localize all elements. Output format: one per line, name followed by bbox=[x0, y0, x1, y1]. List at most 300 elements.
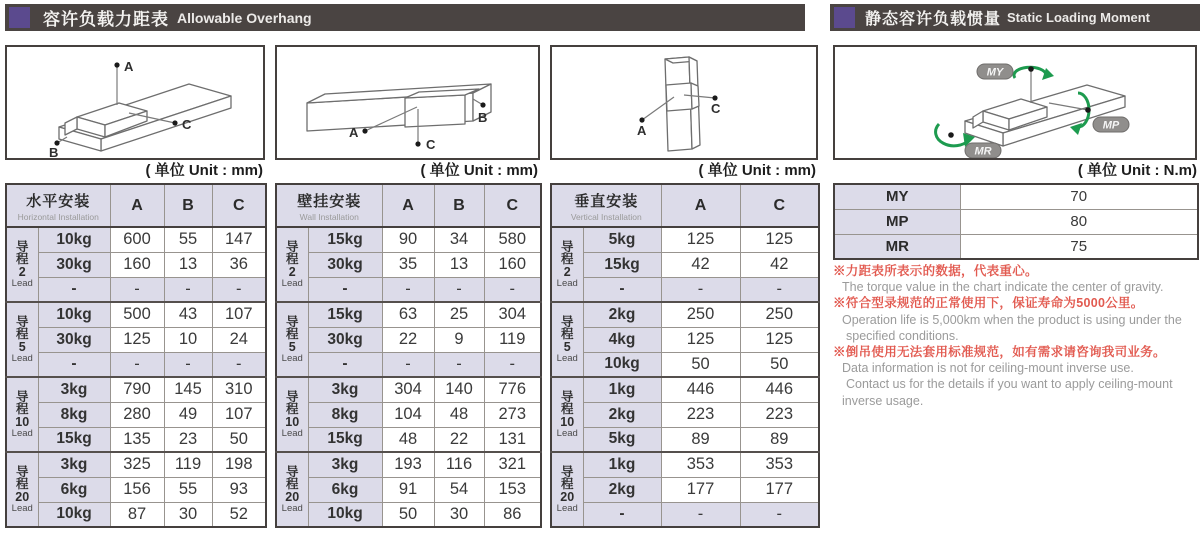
note-en: Data information is not for ceiling-mount inverse use. bbox=[842, 361, 1134, 376]
value-cell: 125 bbox=[740, 227, 819, 252]
table-row bbox=[276, 452, 541, 477]
moment-label: MR bbox=[834, 234, 960, 259]
section-title-zh: 容许负载力距表 bbox=[43, 10, 169, 29]
lead-zh-char: 程 bbox=[15, 327, 29, 342]
lead-zh-char: 导 bbox=[15, 464, 29, 479]
value-cell: 13 bbox=[434, 252, 484, 277]
lead-group-label bbox=[551, 227, 583, 302]
note-en: The torque value in the chart indicate the center of gravity. bbox=[842, 280, 1164, 295]
value-cell: 107 bbox=[212, 402, 266, 427]
load-cell: 30kg bbox=[38, 252, 110, 277]
lead-en: Lead bbox=[281, 427, 303, 439]
lead-zh-char: 程 bbox=[285, 477, 299, 492]
load-cell: 15kg bbox=[38, 427, 110, 452]
lead-zh-char: 导 bbox=[15, 239, 29, 254]
table-row bbox=[551, 377, 819, 402]
value-cell: 125 bbox=[110, 327, 164, 352]
load-cell: 10kg bbox=[38, 227, 110, 252]
value-cell: 93 bbox=[212, 477, 266, 502]
value-cell: 135 bbox=[110, 427, 164, 452]
value-cell: - bbox=[740, 502, 819, 527]
value-cell: - bbox=[164, 277, 212, 302]
lead-en: Lead bbox=[281, 277, 303, 289]
lead-number: 5 bbox=[288, 340, 296, 355]
table-title bbox=[6, 184, 110, 227]
wall-diagram-box bbox=[275, 45, 540, 160]
value-cell: 223 bbox=[740, 402, 819, 427]
value-cell: - bbox=[661, 277, 740, 302]
table-row bbox=[551, 352, 819, 377]
value-cell: 13 bbox=[164, 252, 212, 277]
horizontal-diagram-box bbox=[5, 45, 265, 160]
table-row bbox=[276, 377, 541, 402]
load-cell: - bbox=[308, 277, 382, 302]
value-cell: 304 bbox=[484, 302, 541, 327]
load-cell: - bbox=[38, 352, 110, 377]
value-cell: 34 bbox=[434, 227, 484, 252]
table-row bbox=[276, 502, 541, 527]
load-cell: 8kg bbox=[38, 402, 110, 427]
lead-group-label bbox=[276, 377, 308, 452]
section-title-en: Static Loading Moment bbox=[1007, 10, 1151, 25]
value-cell: 193 bbox=[382, 452, 434, 477]
lead-en: Lead bbox=[556, 277, 578, 289]
value-cell: 35 bbox=[382, 252, 434, 277]
value-cell: 131 bbox=[484, 427, 541, 452]
value-cell: 125 bbox=[740, 327, 819, 352]
lead-en: Lead bbox=[556, 427, 578, 439]
note-en: Operation life is 5,000km when the product is using under the bbox=[842, 312, 1182, 327]
value-cell: 48 bbox=[434, 402, 484, 427]
value-cell: 177 bbox=[740, 477, 819, 502]
lead-group-label bbox=[551, 452, 583, 527]
table-title-en: Wall Installation bbox=[299, 211, 359, 222]
lead-number: 10 bbox=[285, 415, 300, 430]
table-row bbox=[551, 402, 819, 427]
rail-drawing bbox=[965, 85, 1125, 146]
lead-zh-char: 程 bbox=[285, 327, 299, 342]
table-row bbox=[551, 327, 819, 352]
table-header-row bbox=[6, 184, 266, 227]
table-row bbox=[276, 227, 541, 252]
load-cell: 3kg bbox=[308, 452, 382, 477]
point-a-label: A bbox=[349, 125, 359, 140]
purple-accent-square bbox=[9, 7, 30, 28]
mr-badge-label: MR bbox=[974, 145, 992, 158]
lead-group-label bbox=[6, 227, 38, 302]
value-cell: 446 bbox=[661, 377, 740, 402]
lead-zh-char: 导 bbox=[560, 314, 574, 329]
lead-zh-char: 程 bbox=[285, 402, 299, 417]
moment-value: 70 bbox=[960, 184, 1198, 209]
value-cell: 160 bbox=[110, 252, 164, 277]
load-cell: 3kg bbox=[308, 377, 382, 402]
value-cell: - bbox=[382, 277, 434, 302]
moment-diagram-box bbox=[833, 45, 1197, 160]
value-cell: 10 bbox=[164, 327, 212, 352]
rail-drawing bbox=[59, 84, 231, 151]
value-cell: - bbox=[434, 277, 484, 302]
value-cell: 125 bbox=[661, 227, 740, 252]
load-cell: 10kg bbox=[38, 302, 110, 327]
lead-group-label bbox=[276, 227, 308, 302]
lead-zh-char: 导 bbox=[285, 389, 299, 404]
table-title-zh: 水平安装 bbox=[26, 192, 91, 210]
table-row bbox=[834, 234, 1198, 259]
lead-zh-char: 导 bbox=[15, 314, 29, 329]
vertical-installation-diagram bbox=[552, 47, 816, 158]
value-cell: 55 bbox=[164, 227, 212, 252]
load-cell: 10kg bbox=[583, 352, 661, 377]
table-row bbox=[6, 252, 266, 277]
value-cell: 30 bbox=[434, 502, 484, 527]
table-title-en: Vertical Installation bbox=[570, 211, 642, 222]
table-row bbox=[834, 184, 1198, 209]
value-cell: 177 bbox=[661, 477, 740, 502]
value-cell: 50 bbox=[382, 502, 434, 527]
unit-label-mm: ( 单位 Unit : mm) bbox=[698, 162, 816, 179]
table-row bbox=[6, 352, 266, 377]
value-cell: 36 bbox=[212, 252, 266, 277]
lead-en: Lead bbox=[281, 502, 303, 514]
load-cell: 8kg bbox=[308, 402, 382, 427]
value-cell: 49 bbox=[164, 402, 212, 427]
value-cell: 42 bbox=[661, 252, 740, 277]
table-row bbox=[6, 377, 266, 402]
mp-badge-label: MP bbox=[1102, 119, 1120, 132]
load-cell: 3kg bbox=[38, 452, 110, 477]
value-cell: 50 bbox=[740, 352, 819, 377]
column-header: A bbox=[382, 184, 434, 227]
value-cell: - bbox=[484, 352, 541, 377]
table-row bbox=[276, 427, 541, 452]
value-cell: 52 bbox=[212, 502, 266, 527]
load-cell: 15kg bbox=[583, 252, 661, 277]
table-row bbox=[276, 327, 541, 352]
moment-value: 80 bbox=[960, 209, 1198, 234]
note-zh: ※倒吊使用无法套用标准规范，如有需求请咨询我司业务。 bbox=[833, 345, 1166, 360]
load-cell: 3kg bbox=[38, 377, 110, 402]
vertical-diagram-box bbox=[550, 45, 818, 160]
value-cell: 125 bbox=[661, 327, 740, 352]
lead-group-label bbox=[276, 302, 308, 377]
lead-en: Lead bbox=[11, 502, 33, 514]
load-cell: 5kg bbox=[583, 227, 661, 252]
lead-zh-char: 导 bbox=[560, 464, 574, 479]
wall-installation-diagram bbox=[277, 47, 538, 158]
table-row bbox=[6, 327, 266, 352]
value-cell: 600 bbox=[110, 227, 164, 252]
lead-zh-char: 程 bbox=[15, 402, 29, 417]
table-row bbox=[6, 402, 266, 427]
section-header-allowable-overhang bbox=[5, 4, 805, 31]
lead-group-label bbox=[551, 377, 583, 452]
table-row bbox=[6, 452, 266, 477]
table-row bbox=[276, 302, 541, 327]
value-cell: 116 bbox=[434, 452, 484, 477]
point-b-label: B bbox=[478, 110, 488, 125]
value-cell: 50 bbox=[212, 427, 266, 452]
value-cell: 353 bbox=[661, 452, 740, 477]
value-cell: 48 bbox=[382, 427, 434, 452]
value-cell: 280 bbox=[110, 402, 164, 427]
value-cell: 107 bbox=[212, 302, 266, 327]
point-c-label: C bbox=[182, 117, 192, 132]
lead-zh-char: 导 bbox=[560, 389, 574, 404]
rail-drawing bbox=[665, 57, 700, 151]
lead-en: Lead bbox=[281, 352, 303, 364]
value-cell: 89 bbox=[740, 427, 819, 452]
value-cell: 250 bbox=[661, 302, 740, 327]
table-title-zh: 壁挂安装 bbox=[297, 192, 362, 210]
lead-group-label bbox=[6, 302, 38, 377]
value-cell: 140 bbox=[434, 377, 484, 402]
lead-number: 2 bbox=[563, 265, 571, 280]
table-title bbox=[276, 184, 382, 227]
note-en: specified conditions. bbox=[846, 328, 959, 343]
lead-number: 20 bbox=[560, 490, 575, 505]
value-cell: 43 bbox=[164, 302, 212, 327]
load-cell: - bbox=[38, 277, 110, 302]
lead-group-label bbox=[6, 377, 38, 452]
static-loading-moment-diagram bbox=[835, 47, 1195, 158]
load-cell: 15kg bbox=[308, 227, 382, 252]
load-cell: 6kg bbox=[38, 477, 110, 502]
load-cell: 15kg bbox=[308, 427, 382, 452]
lead-number: 20 bbox=[285, 490, 300, 505]
value-cell: 9 bbox=[434, 327, 484, 352]
column-header: C bbox=[212, 184, 266, 227]
note-en: inverse usage. bbox=[842, 393, 924, 408]
value-cell: - bbox=[212, 277, 266, 302]
value-cell: 321 bbox=[484, 452, 541, 477]
table-row bbox=[6, 477, 266, 502]
lead-zh-char: 程 bbox=[560, 402, 574, 417]
value-cell: 223 bbox=[661, 402, 740, 427]
purple-accent-square bbox=[834, 7, 855, 28]
value-cell: 87 bbox=[110, 502, 164, 527]
table-header-row bbox=[276, 184, 541, 227]
value-cell: 90 bbox=[382, 227, 434, 252]
value-cell: 54 bbox=[434, 477, 484, 502]
note-en: Contact us for the details if you want to apply ceiling-mount bbox=[846, 377, 1173, 392]
lead-zh-char: 程 bbox=[560, 327, 574, 342]
table-row bbox=[834, 209, 1198, 234]
lead-zh-char: 程 bbox=[15, 477, 29, 492]
value-cell: 580 bbox=[484, 227, 541, 252]
column-header: C bbox=[740, 184, 819, 227]
value-cell: 89 bbox=[661, 427, 740, 452]
column-header: A bbox=[661, 184, 740, 227]
value-cell: 86 bbox=[484, 502, 541, 527]
vertical-installation-table bbox=[550, 183, 820, 528]
value-cell: - bbox=[382, 352, 434, 377]
section-title-en: Allowable Overhang bbox=[177, 9, 312, 26]
value-cell: 160 bbox=[484, 252, 541, 277]
lead-zh-char: 导 bbox=[15, 389, 29, 404]
table-row bbox=[551, 302, 819, 327]
value-cell: 310 bbox=[212, 377, 266, 402]
load-cell: 2kg bbox=[583, 402, 661, 427]
moment-label: MY bbox=[834, 184, 960, 209]
table-row bbox=[276, 352, 541, 377]
value-cell: - bbox=[740, 277, 819, 302]
wall-installation-table bbox=[275, 183, 542, 528]
column-header: C bbox=[484, 184, 541, 227]
value-cell: 91 bbox=[382, 477, 434, 502]
lead-number: 10 bbox=[15, 415, 30, 430]
value-cell: - bbox=[661, 502, 740, 527]
unit-label-mm: ( 单位 Unit : mm) bbox=[145, 162, 263, 179]
value-cell: 119 bbox=[164, 452, 212, 477]
table-row bbox=[6, 277, 266, 302]
lead-en: Lead bbox=[11, 352, 33, 364]
lead-en: Lead bbox=[11, 427, 33, 439]
table-row bbox=[276, 252, 541, 277]
value-cell: 304 bbox=[382, 377, 434, 402]
column-header: B bbox=[164, 184, 212, 227]
table-row bbox=[551, 452, 819, 477]
value-cell: 104 bbox=[382, 402, 434, 427]
column-header: A bbox=[110, 184, 164, 227]
load-cell: - bbox=[583, 277, 661, 302]
value-cell: 42 bbox=[740, 252, 819, 277]
value-cell: - bbox=[484, 277, 541, 302]
table-row bbox=[276, 477, 541, 502]
section-title-zh: 静态容许负载惯量 bbox=[865, 11, 1002, 28]
rail-drawing bbox=[307, 84, 491, 131]
lead-number: 20 bbox=[15, 490, 30, 505]
value-cell: 325 bbox=[110, 452, 164, 477]
table-row bbox=[551, 477, 819, 502]
load-cell: - bbox=[308, 352, 382, 377]
note-zh: ※力距表所表示的数据，代表重心。 bbox=[833, 264, 1038, 278]
table-row bbox=[551, 252, 819, 277]
table-title-en: Horizontal Installation bbox=[17, 211, 99, 222]
lead-number: 2 bbox=[18, 265, 26, 280]
load-cell: 6kg bbox=[308, 477, 382, 502]
table-row bbox=[551, 427, 819, 452]
lead-group-label bbox=[6, 452, 38, 527]
lead-zh-char: 程 bbox=[560, 477, 574, 492]
value-cell: 145 bbox=[164, 377, 212, 402]
load-cell: 10kg bbox=[38, 502, 110, 527]
table-row bbox=[551, 277, 819, 302]
load-cell: 2kg bbox=[583, 302, 661, 327]
value-cell: 156 bbox=[110, 477, 164, 502]
lead-group-label bbox=[551, 302, 583, 377]
point-b-label: B bbox=[49, 145, 59, 158]
value-cell: 273 bbox=[484, 402, 541, 427]
moment-value: 75 bbox=[960, 234, 1198, 259]
column-header: B bbox=[434, 184, 484, 227]
table-row bbox=[6, 227, 266, 252]
lead-group-label bbox=[276, 452, 308, 527]
value-cell: 55 bbox=[164, 477, 212, 502]
lead-en: Lead bbox=[11, 277, 33, 289]
value-cell: 63 bbox=[382, 302, 434, 327]
load-cell: 1kg bbox=[583, 377, 661, 402]
point-c-label: C bbox=[426, 137, 436, 152]
value-cell: 198 bbox=[212, 452, 266, 477]
value-cell: 153 bbox=[484, 477, 541, 502]
value-cell: - bbox=[164, 352, 212, 377]
section-header-static-loading-moment bbox=[830, 4, 1200, 31]
moment-label: MP bbox=[834, 209, 960, 234]
load-cell: 15kg bbox=[308, 302, 382, 327]
value-cell: - bbox=[434, 352, 484, 377]
lead-en: Lead bbox=[556, 352, 578, 364]
note-zh: ※符合型录规范的正常使用下，保证寿命为5000公里。 bbox=[833, 296, 1144, 311]
table-title bbox=[551, 184, 661, 227]
value-cell: 50 bbox=[661, 352, 740, 377]
value-cell: 790 bbox=[110, 377, 164, 402]
point-a-label: A bbox=[637, 123, 647, 138]
point-c-label: C bbox=[711, 101, 721, 116]
table-row bbox=[551, 227, 819, 252]
value-cell: 446 bbox=[740, 377, 819, 402]
static-loading-moment-table bbox=[833, 183, 1199, 260]
value-cell: 22 bbox=[382, 327, 434, 352]
load-cell: 30kg bbox=[38, 327, 110, 352]
table-row bbox=[276, 402, 541, 427]
horizontal-installation-diagram bbox=[7, 47, 263, 158]
value-cell: - bbox=[212, 352, 266, 377]
load-cell: 1kg bbox=[583, 452, 661, 477]
value-cell: - bbox=[110, 352, 164, 377]
load-cell: 10kg bbox=[308, 502, 382, 527]
lead-en: Lead bbox=[556, 502, 578, 514]
lead-zh-char: 程 bbox=[560, 252, 574, 267]
unit-label-nm: ( 单位 Unit : N.m) bbox=[1077, 162, 1197, 179]
value-cell: - bbox=[110, 277, 164, 302]
lead-zh-char: 程 bbox=[15, 252, 29, 267]
lead-zh-char: 导 bbox=[285, 239, 299, 254]
unit-label-mm: ( 单位 Unit : mm) bbox=[420, 162, 538, 179]
value-cell: 250 bbox=[740, 302, 819, 327]
lead-number: 2 bbox=[288, 265, 296, 280]
my-badge-label: MY bbox=[986, 66, 1004, 79]
value-cell: 22 bbox=[434, 427, 484, 452]
table-row bbox=[551, 502, 819, 527]
value-cell: 353 bbox=[740, 452, 819, 477]
load-cell: 4kg bbox=[583, 327, 661, 352]
value-cell: 24 bbox=[212, 327, 266, 352]
value-cell: 776 bbox=[484, 377, 541, 402]
table-header-row bbox=[551, 184, 819, 227]
load-cell: 30kg bbox=[308, 327, 382, 352]
value-cell: 119 bbox=[484, 327, 541, 352]
lead-zh-char: 导 bbox=[560, 239, 574, 254]
load-cell: - bbox=[583, 502, 661, 527]
load-cell: 2kg bbox=[583, 477, 661, 502]
lead-number: 5 bbox=[563, 340, 571, 355]
value-cell: 500 bbox=[110, 302, 164, 327]
notes bbox=[833, 263, 1200, 409]
value-cell: 25 bbox=[434, 302, 484, 327]
lead-number: 5 bbox=[18, 340, 26, 355]
table-title-zh: 垂直安装 bbox=[574, 192, 639, 210]
horizontal-installation-table bbox=[5, 183, 267, 528]
value-cell: 23 bbox=[164, 427, 212, 452]
table-row bbox=[6, 427, 266, 452]
load-cell: 5kg bbox=[583, 427, 661, 452]
lead-zh-char: 导 bbox=[285, 314, 299, 329]
load-cell: 30kg bbox=[308, 252, 382, 277]
point-a-label: A bbox=[124, 59, 134, 74]
value-cell: 147 bbox=[212, 227, 266, 252]
table-row bbox=[6, 302, 266, 327]
